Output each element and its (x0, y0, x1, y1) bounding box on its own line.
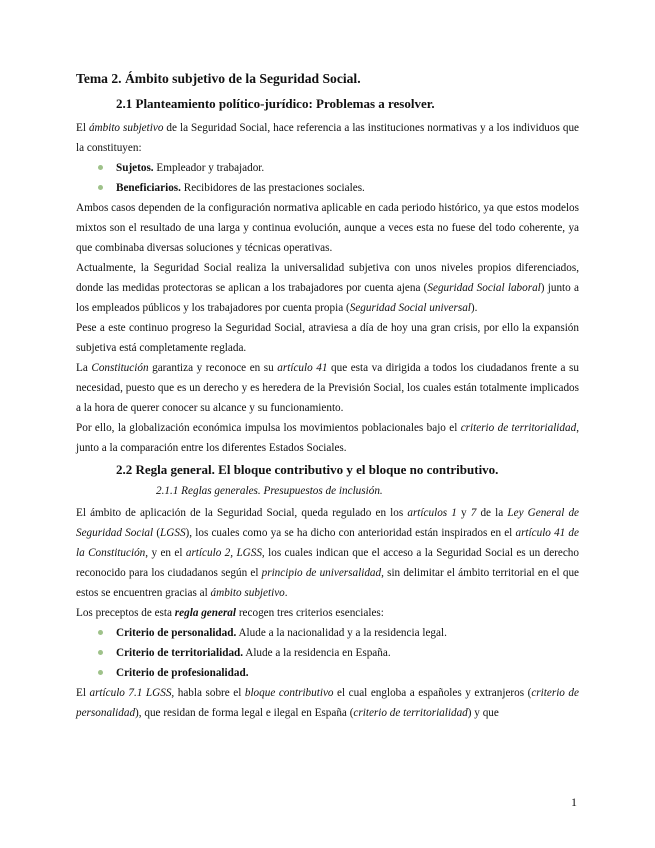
paragraph: El artículo 7.1 LGSS, habla sobre el bloque contributivo el cual engloba a españoles y extranjeros (criterio de personalidad), que residan de forma legal e ilegal en España (criterio de territorialidad) y que (76, 687, 579, 719)
section-2-2-heading: 2.2 Regla general. El bloque contributivo y el bloque no contributivo. (116, 462, 499, 477)
bullet-list (76, 623, 579, 683)
bullet-list (76, 158, 579, 198)
bullet-icon (98, 630, 103, 635)
paragraph: La Constitución garantiza y reconoce en su artículo 41 que esta va dirigida a todos los ciudadanos frente a su necesidad, puesto que es un derecho y es heredera de la Previsión Social, los cuales están totalmente implicados a la hora de querer conocer su alcance y su funcionamiento. (76, 362, 579, 414)
list-item: Sujetos. Empleador y trabajador. (76, 158, 579, 178)
paragraph: Los preceptos de esta regla general recogen tres criterios esenciales: (76, 607, 384, 619)
paragraph: Por ello, la globalización económica impulsa los movimientos poblacionales bajo el criterio de territorialidad, junto a la comparación entre los diferentes Estados Sociales. (76, 422, 579, 454)
list-item: Criterio de territorialidad. Alude a la residencia en España. (76, 643, 579, 663)
bullet-icon (98, 165, 103, 170)
paragraph: Actualmente, la Seguridad Social realiza la universalidad subjetiva con unos niveles propios diferenciados, donde las medidas protectoras se aplican a los trabajadores por cuenta ajena (Seguridad Social laboral) junto a los empleados públicos y los trabajadores por cuenta propia (Seguridad Social universal). (76, 262, 579, 314)
paragraph: El ámbito de aplicación de la Seguridad Social, queda regulado en los artículos 1 y 7 de la Ley General de Seguridad Social (LGSS), los cuales como ya se ha dicho con anterioridad están inspirados en el artículo 41 de la Constitución, y en el artículo 2, LGSS, los cuales indican que el acceso a la Seguridad Social es un derecho reconocido para los ciudadanos según el principio de universalidad, sin delimitar el ámbito territorial en el que estos se encuentren gracias al ámbito subjetivo. (76, 507, 580, 599)
document-title: Tema 2. Ámbito subjetivo de la Seguridad Social. (76, 71, 361, 86)
paragraph: El ámbito subjetivo de la Seguridad Social, hace referencia a las instituciones normativas y a los individuos que la constituyen: (76, 122, 579, 154)
section-2-1-heading: 2.1 Planteamiento político-jurídico: Problemas a resolver. (116, 96, 435, 111)
list-item: Criterio de personalidad. Alude a la nacionalidad y a la residencia legal. (76, 623, 579, 643)
bullet-icon (98, 670, 103, 675)
list-item: Criterio de profesionalidad. (76, 663, 579, 683)
subsection-heading: 2.1.1 Reglas generales. Presupuestos de inclusión. (156, 485, 383, 497)
bullet-icon (98, 650, 103, 655)
list-item: Beneficiarios. Recibidores de las prestaciones sociales. (76, 178, 579, 198)
page-number: 1 (571, 795, 577, 809)
document-page (76, 70, 579, 723)
paragraph: Pese a este continuo progreso la Seguridad Social, atraviesa a día de hoy una gran crisis, por ello la expansión subjetiva está completamente reglada. (76, 322, 579, 354)
bullet-icon (98, 185, 103, 190)
paragraph: Ambos casos dependen de la configuración normativa aplicable en cada periodo histórico, ya que estos modelos mixtos son el resultado de una larga y continua evolución, aunque a veces esta no fuese del todo coherente, ya que combinaba diversas soluciones y técnicas operativas. (76, 202, 579, 254)
